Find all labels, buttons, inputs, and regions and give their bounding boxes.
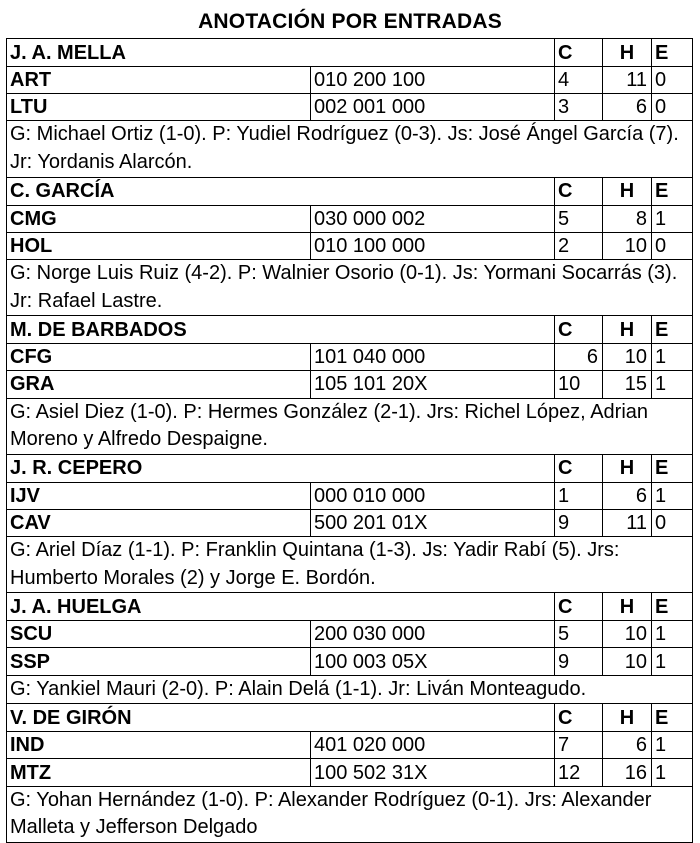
game-notes-row: [7, 121, 693, 177]
team-code: IJV: [7, 482, 311, 509]
col-header-e: E: [652, 593, 693, 621]
hits-cell: 10: [603, 344, 652, 371]
hits-cell: 10: [603, 648, 652, 675]
team-row: [7, 732, 693, 759]
col-header-e: E: [652, 454, 693, 482]
team-code: GRA: [7, 371, 311, 398]
inning-line: 200 030 000: [311, 621, 555, 648]
venue-header-row: [7, 177, 693, 205]
hits-cell: 6: [603, 482, 652, 509]
hits-cell: 8: [603, 205, 652, 232]
team-code: MTZ: [7, 759, 311, 786]
venue-name: V. DE GIRÓN: [7, 704, 555, 732]
errors-cell: 1: [652, 732, 693, 759]
errors-cell: 1: [652, 621, 693, 648]
hits-cell: 11: [603, 67, 652, 94]
inning-line: 401 020 000: [311, 732, 555, 759]
game-notes: G: Yankiel Mauri (2-0). P: Alain Delá (1-1). Jr: Liván Monteagudo.: [7, 675, 693, 704]
team-row: [7, 67, 693, 94]
venue-header-row: [7, 454, 693, 482]
inning-line: 100 003 05X: [311, 648, 555, 675]
venue-header-row: [7, 704, 693, 732]
runs-cell: 3: [555, 94, 603, 121]
venue-header-row: [7, 39, 693, 67]
scores-table: [6, 38, 693, 843]
runs-cell: 7: [555, 732, 603, 759]
col-header-e: E: [652, 177, 693, 205]
col-header-h: H: [603, 704, 652, 732]
inning-line: 030 000 002: [311, 205, 555, 232]
team-code: CFG: [7, 344, 311, 371]
runs-cell: 4: [555, 67, 603, 94]
game-notes: G: Norge Luis Ruiz (4-2). P: Walnier Osorio (0-1). Js: Yormani Socarrás (3). Jr: Rafael Lastre.: [7, 259, 693, 315]
col-header-e: E: [652, 316, 693, 344]
col-header-e: E: [652, 704, 693, 732]
team-code: HOL: [7, 232, 311, 259]
col-header-c: C: [555, 454, 603, 482]
page-title: ANOTACIÓN POR ENTRADAS: [198, 10, 502, 33]
game-notes: G: Asiel Diez (1-0). P: Hermes González (2-1). Jrs: Richel López, Adrian Moreno y Alfredo Despaigne.: [7, 398, 693, 454]
errors-cell: 1: [652, 205, 693, 232]
col-header-c: C: [555, 177, 603, 205]
errors-cell: 1: [652, 371, 693, 398]
inning-line: 105 101 20X: [311, 371, 555, 398]
inning-line: 000 010 000: [311, 482, 555, 509]
errors-cell: 1: [652, 344, 693, 371]
team-row: [7, 759, 693, 786]
team-row: [7, 344, 693, 371]
col-header-h: H: [603, 593, 652, 621]
inning-line: 101 040 000: [311, 344, 555, 371]
venue-name: C. GARCÍA: [7, 177, 555, 205]
errors-cell: 0: [652, 67, 693, 94]
team-row: [7, 371, 693, 398]
runs-cell: 5: [555, 205, 603, 232]
team-row: [7, 648, 693, 675]
errors-cell: 0: [652, 509, 693, 536]
runs-cell: 9: [555, 509, 603, 536]
team-code: ART: [7, 67, 311, 94]
inning-line: 010 100 000: [311, 232, 555, 259]
inning-line: 002 001 000: [311, 94, 555, 121]
col-header-h: H: [603, 39, 652, 67]
team-code: LTU: [7, 94, 311, 121]
team-row: [7, 482, 693, 509]
venue-name: M. DE BARBADOS: [7, 316, 555, 344]
venue-name: J. A. HUELGA: [7, 593, 555, 621]
runs-cell: 12: [555, 759, 603, 786]
team-code: CAV: [7, 509, 311, 536]
team-code: CMG: [7, 205, 311, 232]
runs-cell: 2: [555, 232, 603, 259]
errors-cell: 0: [652, 232, 693, 259]
hits-cell: 15: [603, 371, 652, 398]
game-notes-row: [7, 786, 693, 842]
game-notes: G: Michael Ortiz (1-0). P: Yudiel Rodríguez (0-3). Js: José Ángel García (7). Jr: Yordanis Alarcón.: [7, 121, 693, 177]
errors-cell: 1: [652, 648, 693, 675]
col-header-h: H: [603, 177, 652, 205]
hits-cell: 11: [603, 509, 652, 536]
team-row: [7, 509, 693, 536]
game-notes: G: Yohan Hernández (1-0). P: Alexander Rodríguez (0-1). Jrs: Alexander Malleta y Jefferson Delgado: [7, 786, 693, 842]
venue-header-row: [7, 593, 693, 621]
game-notes-row: [7, 537, 693, 593]
venue-header-row: [7, 316, 693, 344]
team-row: [7, 205, 693, 232]
col-header-h: H: [603, 316, 652, 344]
hits-cell: 6: [603, 94, 652, 121]
team-row: [7, 621, 693, 648]
team-row: [7, 94, 693, 121]
col-header-c: C: [555, 704, 603, 732]
team-code: SCU: [7, 621, 311, 648]
runs-cell: 5: [555, 621, 603, 648]
hits-cell: 10: [603, 232, 652, 259]
col-header-h: H: [603, 454, 652, 482]
runs-cell: 10: [555, 371, 603, 398]
col-header-c: C: [555, 316, 603, 344]
col-header-e: E: [652, 39, 693, 67]
team-code: SSP: [7, 648, 311, 675]
inning-line: 500 201 01X: [311, 509, 555, 536]
game-notes-row: [7, 398, 693, 454]
game-notes-row: [7, 259, 693, 315]
game-notes-row: [7, 675, 693, 704]
errors-cell: 1: [652, 759, 693, 786]
venue-name: J. R. CEPERO: [7, 454, 555, 482]
runs-cell: 1: [555, 482, 603, 509]
game-notes: G: Ariel Díaz (1-1). P: Franklin Quintana (1-3). Js: Yadir Rabí (5). Jrs: Humberto Morales (2) y Jorge E. Bordón.: [7, 537, 693, 593]
hits-cell: 6: [603, 732, 652, 759]
errors-cell: 0: [652, 94, 693, 121]
runs-cell: 6: [555, 344, 603, 371]
team-code: IND: [7, 732, 311, 759]
hits-cell: 10: [603, 621, 652, 648]
col-header-c: C: [555, 593, 603, 621]
venue-name: J. A. MELLA: [7, 39, 555, 67]
errors-cell: 1: [652, 482, 693, 509]
hits-cell: 16: [603, 759, 652, 786]
col-header-c: C: [555, 39, 603, 67]
inning-line: 010 200 100: [311, 67, 555, 94]
runs-cell: 9: [555, 648, 603, 675]
team-row: [7, 232, 693, 259]
inning-line: 100 502 31X: [311, 759, 555, 786]
